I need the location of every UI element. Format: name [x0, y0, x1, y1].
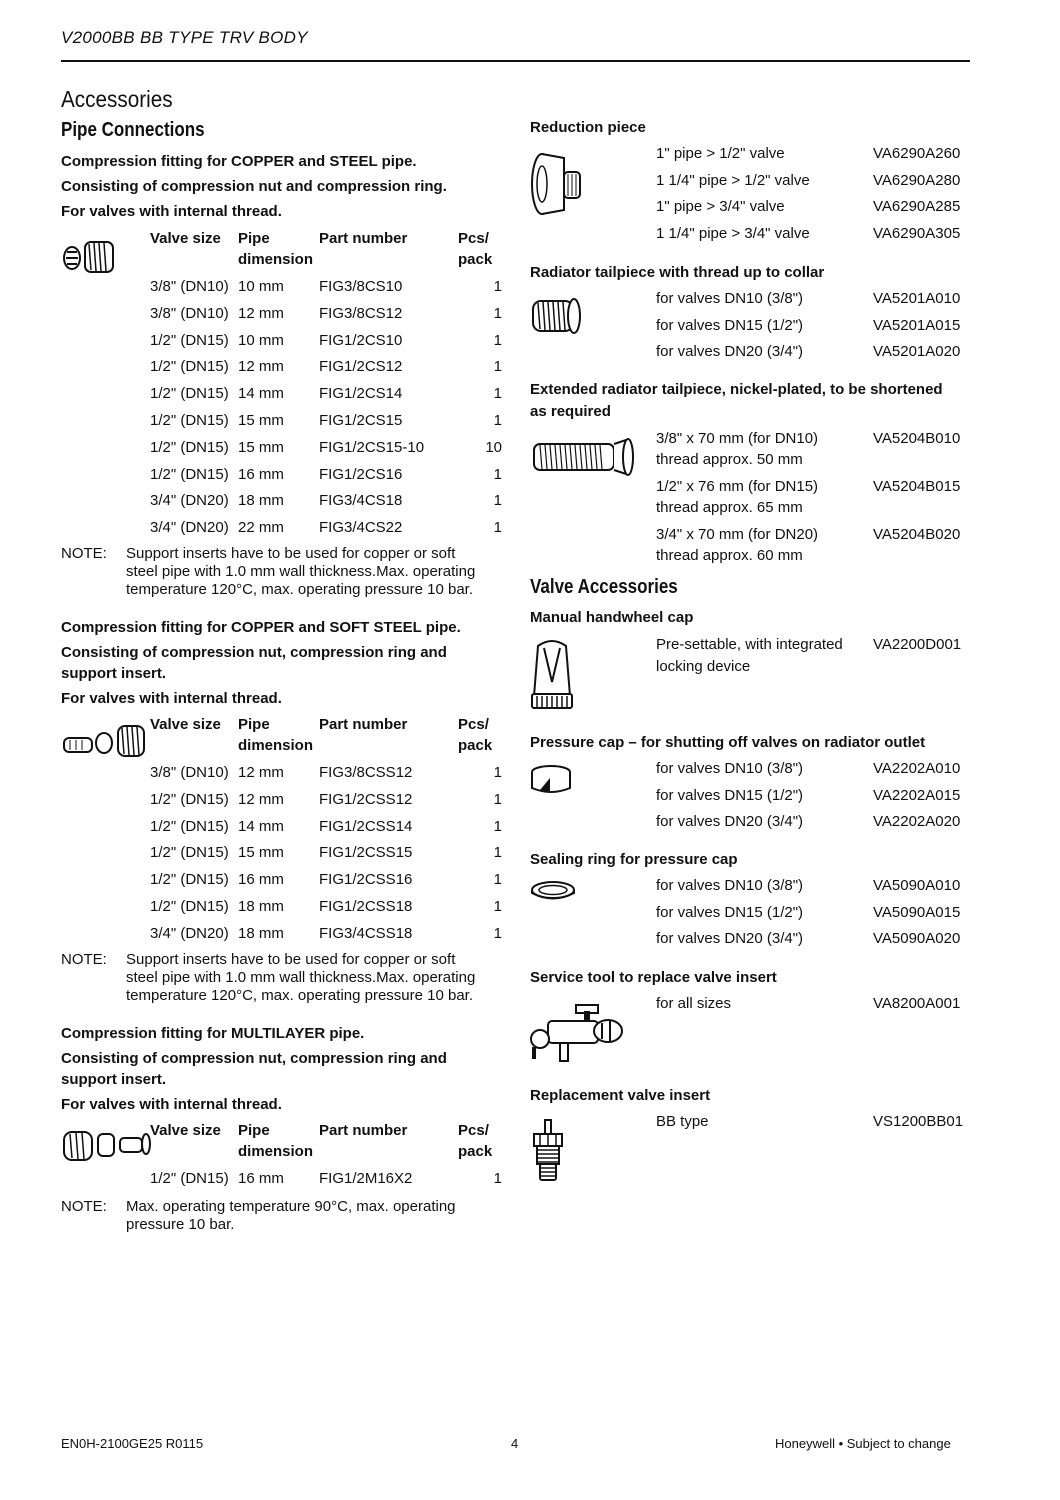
group2-line4: For valves with internal thread.	[61, 690, 282, 707]
cell-part-number: FIG3/8CSS12	[319, 764, 413, 781]
cell-part-number: FIG1/2CS14	[319, 385, 403, 403]
col-header-pipe-dimension: dimension	[238, 737, 314, 754]
item-thread-length: thread approx. 50 mm	[656, 451, 803, 468]
cell-part-number: FIG1/2CS15-10	[319, 438, 425, 456]
item-part-number: VA5090A015	[873, 903, 961, 921]
note-line: Max. operating temperature 90°C, max. operating	[126, 1198, 456, 1215]
item-description: 1 1/4" pipe > 3/4" valve	[656, 225, 810, 243]
col-header-part-number: Part number	[319, 716, 408, 733]
extended-tailpiece-title-2: as required	[530, 403, 611, 420]
cell-part-number: FIG1/2CSS18	[319, 898, 413, 915]
cell-part-number: FIG3/8CS10	[319, 278, 403, 295]
note-line: steel pipe with 1.0 mm wall thickness.Max. operating	[126, 969, 476, 986]
cell-part-number: FIG1/2CS15	[319, 412, 403, 429]
item-part-number: VA5090A020	[873, 930, 961, 948]
cell-part-number: FIG1/2CS10	[319, 331, 403, 349]
cell-pipe-dimension: 18 mm	[238, 898, 284, 915]
cell-valve-size: 1/2" (DN15)	[150, 358, 229, 376]
note-label: NOTE:	[61, 545, 107, 562]
replacement-insert-title: Replacement valve insert	[530, 1087, 711, 1104]
item-thread-length: thread approx. 65 mm	[656, 499, 803, 516]
cell-pipe-dimension: 10 mm	[238, 278, 284, 295]
cell-valve-size: 3/8" (DN10)	[150, 764, 229, 781]
note-label: NOTE:	[61, 1198, 107, 1215]
cell-valve-size: 3/4" (DN20)	[150, 519, 229, 537]
note-line: steel pipe with 1.0 mm wall thickness.Max. operating	[126, 563, 476, 580]
group2-line1: Compression fitting for COPPER and SOFT STEEL pipe.	[61, 619, 461, 636]
cell-pipe-dimension: 18 mm	[238, 924, 284, 942]
item-part-number: VA2202A015	[873, 786, 961, 804]
col-header-valve-size: Valve size	[150, 230, 221, 247]
cell-valve-size: 1/2" (DN15)	[150, 898, 229, 915]
cell-valve-size: 1/2" (DN15)	[150, 871, 229, 889]
cell-pcs-per-pack: 1	[493, 304, 502, 322]
cell-part-number: FIG1/2CSS16	[319, 871, 413, 889]
cell-pipe-dimension: 12 mm	[238, 764, 284, 781]
cell-pipe-dimension: 16 mm	[238, 1170, 284, 1187]
cell-pipe-dimension: 15 mm	[238, 844, 284, 862]
item-description: 3/8" x 70 mm (for DN10)	[656, 430, 819, 447]
insert-part-number: VS1200BB01	[873, 1113, 964, 1130]
service-tool-title: Service tool to replace valve insert	[530, 969, 777, 986]
cell-pipe-dimension: 15 mm	[238, 412, 284, 429]
cell-part-number: FIG1/2CSS15	[319, 844, 413, 862]
cell-pipe-dimension: 16 mm	[238, 465, 284, 483]
col-header-valve-size: Valve size	[150, 1122, 221, 1139]
footer-brand: Honeywell • Subject to change	[775, 1436, 951, 1451]
cell-valve-size: 1/2" (DN15)	[150, 817, 229, 835]
group2-line3: support insert.	[61, 665, 167, 682]
service-tool-part-number: VA8200A001	[873, 995, 961, 1012]
cell-valve-size: 3/8" (DN10)	[150, 278, 229, 295]
cell-pipe-dimension: 14 mm	[238, 385, 284, 403]
cell-pipe-dimension: 10 mm	[238, 331, 284, 349]
handwheel-desc-2: locking device	[656, 658, 751, 675]
handwheel-desc-1: Pre-settable, with integrated	[656, 636, 843, 653]
item-description: 3/4" x 70 mm (for DN20)	[656, 526, 819, 543]
cell-valve-size: 3/4" (DN20)	[150, 492, 229, 510]
cell-valve-size: 3/4" (DN20)	[150, 924, 229, 942]
item-part-number: VA2202A020	[873, 813, 961, 831]
cell-pcs-per-pack: 1	[493, 871, 502, 889]
cell-valve-size: 3/8" (DN10)	[150, 304, 229, 322]
page-title: Accessories	[61, 86, 173, 112]
col-header-pack: pack	[458, 737, 493, 754]
col-header-part-number: Part number	[319, 230, 408, 247]
cell-pcs-per-pack: 1	[493, 278, 502, 295]
header-divider	[61, 60, 970, 62]
cell-pcs-per-pack: 1	[493, 519, 502, 537]
col-header-pipe: Pipe	[238, 1122, 270, 1139]
cell-valve-size: 1/2" (DN15)	[150, 438, 229, 456]
note-line: Support inserts have to be used for copper or soft	[126, 545, 456, 562]
col-header-pipe-dimension: dimension	[238, 1143, 314, 1160]
group3-line4: For valves with internal thread.	[61, 1096, 282, 1113]
item-description: 1" pipe > 1/2" valve	[656, 145, 785, 162]
group2-line2: Consisting of compression nut, compression ring and	[61, 644, 447, 661]
cell-pcs-per-pack: 1	[493, 844, 502, 862]
item-description: for valves DN10 (3/8")	[656, 877, 804, 894]
section-title-valve-accessories: Valve Accessories	[530, 576, 678, 598]
cell-valve-size: 1/2" (DN15)	[150, 412, 229, 429]
tailpiece-title: Radiator tailpiece with thread up to collar	[530, 264, 825, 281]
cell-part-number: FIG3/4CSS18	[319, 924, 413, 942]
cell-valve-size: 1/2" (DN15)	[150, 844, 229, 862]
item-description: for valves DN10 (3/8")	[656, 760, 804, 777]
cell-part-number: FIG1/2CSS14	[319, 817, 413, 835]
cell-pcs-per-pack: 1	[493, 492, 502, 510]
cell-part-number: FIG3/4CS18	[319, 492, 403, 510]
cell-pipe-dimension: 18 mm	[238, 492, 284, 510]
col-header-valve-size: Valve size	[150, 716, 221, 733]
note-line: temperature 120°C, max. operating pressure 10 bar.	[126, 987, 474, 1004]
item-part-number: VA5204B010	[873, 430, 961, 447]
col-header-pcs: Pcs/	[458, 1122, 489, 1139]
group1-line3: For valves with internal thread.	[61, 203, 282, 220]
cell-valve-size: 1/2" (DN15)	[150, 1170, 229, 1187]
cell-pcs-per-pack: 1	[493, 385, 502, 403]
group1-line1: Compression fitting for COPPER and STEEL pipe.	[61, 153, 417, 170]
cell-valve-size: 1/2" (DN15)	[150, 465, 229, 483]
item-description: for valves DN15 (1/2")	[656, 316, 804, 334]
cell-pcs-per-pack: 1	[493, 898, 502, 915]
col-header-part-number: Part number	[319, 1122, 408, 1139]
item-part-number: VA5204B020	[873, 526, 961, 543]
item-part-number: VA5090A010	[873, 877, 961, 894]
item-part-number: VA6290A280	[873, 171, 961, 189]
note-line: pressure 10 bar.	[126, 1216, 235, 1233]
section-title-pipe-connections: Pipe Connections	[61, 119, 205, 141]
cell-pcs-per-pack: 1	[493, 465, 502, 483]
item-description: 1/2" x 76 mm (for DN15)	[656, 478, 819, 495]
item-thread-length: thread approx. 60 mm	[656, 547, 803, 564]
cell-part-number: FIG3/8CS12	[319, 304, 403, 322]
handwheel-title: Manual handwheel cap	[530, 609, 694, 626]
item-part-number: VA6290A285	[873, 198, 961, 216]
note-line: Support inserts have to be used for copper or soft	[126, 951, 456, 968]
cell-pcs-per-pack: 1	[493, 790, 502, 808]
item-part-number: VA5204B015	[873, 478, 961, 495]
cell-part-number: FIG1/2CS12	[319, 358, 403, 376]
insert-desc: BB type	[656, 1113, 709, 1130]
cell-pipe-dimension: 12 mm	[238, 790, 284, 808]
item-description: for valves DN20 (3/4")	[656, 930, 804, 948]
cell-part-number: FIG3/4CS22	[319, 519, 403, 537]
cell-valve-size: 1/2" (DN15)	[150, 331, 229, 349]
reduction-piece-title: Reduction piece	[530, 119, 646, 136]
item-description: for valves DN15 (1/2")	[656, 786, 804, 804]
cell-valve-size: 1/2" (DN15)	[150, 385, 229, 403]
note-label: NOTE:	[61, 951, 107, 968]
sealing-ring-title: Sealing ring for pressure cap	[530, 851, 738, 868]
item-part-number: VA6290A260	[873, 145, 961, 162]
group3-line1: Compression fitting for MULTILAYER pipe.	[61, 1025, 365, 1042]
cell-pcs-per-pack: 1	[493, 358, 502, 376]
item-part-number: VA5201A015	[873, 316, 961, 334]
cell-valve-size: 1/2" (DN15)	[150, 790, 229, 808]
item-part-number: VA5201A020	[873, 343, 961, 361]
cell-pipe-dimension: 16 mm	[238, 871, 284, 889]
item-description: for valves DN20 (3/4")	[656, 813, 804, 831]
cell-pcs-per-pack: 1	[493, 412, 502, 429]
item-part-number: VA5201A010	[873, 290, 961, 307]
cell-pipe-dimension: 12 mm	[238, 358, 284, 376]
col-header-pcs: Pcs/	[458, 716, 489, 733]
col-header-pack: pack	[458, 251, 493, 268]
col-header-pipe-dimension: dimension	[238, 251, 314, 268]
document-header-title: V2000BB BB TYPE TRV BODY	[61, 28, 308, 47]
item-description: for valves DN20 (3/4")	[656, 343, 804, 361]
cell-pcs-per-pack: 1	[493, 764, 502, 781]
cell-part-number: FIG1/2M16X2	[319, 1170, 413, 1187]
col-header-pcs: Pcs/	[458, 230, 489, 247]
extended-tailpiece-title-1: Extended radiator tailpiece, nickel-plated, to be shortened	[530, 381, 943, 398]
cell-part-number: FIG1/2CS16	[319, 465, 403, 483]
cell-pcs-per-pack: 1	[493, 1170, 502, 1187]
cell-pipe-dimension: 14 mm	[238, 817, 284, 835]
col-header-pack: pack	[458, 1143, 493, 1160]
group1-line2: Consisting of compression nut and compression ring.	[61, 178, 447, 195]
service-tool-desc: for all sizes	[656, 995, 732, 1012]
cell-pipe-dimension: 12 mm	[238, 304, 284, 322]
cell-part-number: FIG1/2CSS12	[319, 790, 413, 808]
item-description: for valves DN10 (3/8")	[656, 290, 804, 307]
col-header-pipe: Pipe	[238, 230, 270, 247]
item-description: 1" pipe > 3/4" valve	[656, 198, 785, 216]
item-part-number: VA6290A305	[873, 225, 961, 243]
item-description: for valves DN15 (1/2")	[656, 903, 804, 921]
handwheel-part-number: VA2200D001	[873, 636, 962, 653]
group3-line2: Consisting of compression nut, compression ring and	[61, 1050, 447, 1067]
cell-pipe-dimension: 22 mm	[238, 519, 284, 537]
cell-pipe-dimension: 15 mm	[238, 438, 284, 456]
item-part-number: VA2202A010	[873, 760, 961, 777]
footer-doc-code: EN0H-2100GE25 R0115	[61, 1436, 204, 1451]
col-header-pipe: Pipe	[238, 716, 270, 733]
pressure-cap-title: Pressure cap – for shutting off valves on radiator outlet	[530, 734, 926, 751]
note-line: temperature 120°C, max. operating pressure 10 bar.	[126, 581, 474, 598]
cell-pcs-per-pack: 1	[493, 331, 502, 349]
cell-pcs-per-pack: 1	[493, 817, 502, 835]
cell-pcs-per-pack: 1	[493, 924, 502, 942]
footer-page-number: 4	[511, 1436, 519, 1451]
item-description: 1 1/4" pipe > 1/2" valve	[656, 171, 810, 189]
cell-pcs-per-pack: 10	[485, 438, 502, 456]
group3-line3: support insert.	[61, 1071, 167, 1088]
